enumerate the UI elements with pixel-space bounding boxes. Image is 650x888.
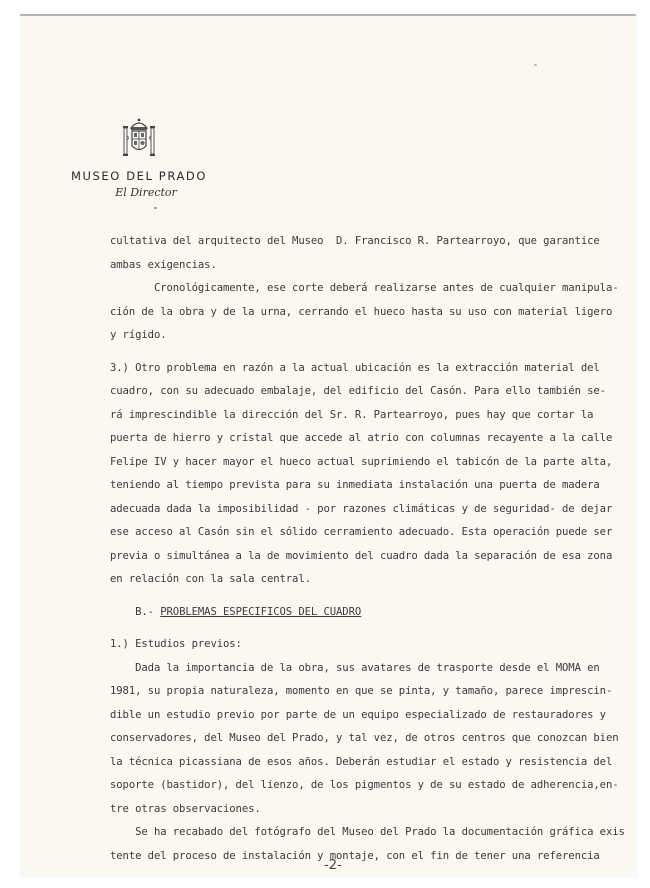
institution-name: MUSEO DEL PRADO: [70, 169, 208, 183]
text-line: la técnica picassiana de esos años. Deberán estudiar el estado y resistencia del: [110, 755, 613, 768]
text-line: Se ha recabado del fotógrafo del Museo del Prado la documentación gráfica exis: [110, 826, 625, 838]
text-line: 1981, su propia naturaleza, momento en que se pinta, y tamaño, parece imprescin-: [110, 685, 613, 697]
text-line: rá imprescindible la dirección del Sr. R. Partearroyo, pues hay que cortar la: [110, 408, 594, 421]
page-number: -2-: [324, 858, 342, 873]
text-line: y rígido.: [110, 329, 167, 341]
section-prefix: B.-: [110, 605, 161, 618]
letter-body: [110, 230, 625, 868]
text-line: dible un estudio previo por parte de un equipo especializado de restauradores y: [110, 708, 606, 721]
document-page: [20, 14, 636, 876]
subsection-heading: [110, 633, 610, 657]
text-line: 1.) Estudios previos:: [110, 638, 242, 650]
text-line: adecuada dada la imposibilidad - por razones climáticas y de seguridad- de dejar: [110, 502, 613, 515]
text-line: Dada la importancia de la obra, sus avatares de trasporte desde el MOMA en: [110, 661, 600, 674]
speck: [534, 64, 537, 66]
text-line: Felipe IV y hacer mayor el hueco actual suprimiendo el tabicón de la parte alta,: [110, 455, 613, 468]
text-line: Cronológicamente, ese corte deberá realizarse antes de cualquier manipula-: [110, 282, 619, 294]
text-line: ese acceso al Casón sin el sólido cerramiento adecuado. Esta operación puede ser: [110, 526, 613, 538]
text-line: conservadores, del Museo del Prado, y tal vez, de otros centros que conozcan bien: [110, 732, 619, 744]
paragraph: [110, 230, 610, 277]
text-line: en relación con la sala central.: [110, 573, 311, 585]
director-signature-title: El Director: [115, 186, 177, 199]
paragraph: [110, 657, 619, 822]
text-line: soporte (bastidor), del lienzo, de los pigmentos y de su estado de adherencia,en-: [110, 779, 619, 791]
text-line: ción de la obra y de la urna, cerrando el hueco hasta su uso con material ligero: [110, 305, 613, 318]
section-title: PROBLEMAS ESPECIFICOS DEL CUADRO: [160, 605, 362, 618]
section-heading: [110, 601, 610, 625]
text-line: tre otras observaciones.: [110, 802, 261, 815]
paragraph: [110, 821, 625, 868]
royal-coat-of-arms-icon: [121, 116, 157, 160]
letterhead: [64, 116, 214, 199]
text-line: teniendo al tiempo prevista para su inmediata instalación una puerta de madera: [110, 479, 600, 491]
text-line: cuadro, con su adecuado embalaje, del edificio del Casón. Para ello también se-: [110, 385, 606, 397]
text-line: puerta de hierro y cristal que accede al atrio con columnas recayente a la calle: [110, 432, 613, 444]
speck: [154, 207, 157, 209]
text-line: ambas exigencias.: [110, 258, 217, 271]
paragraph: [110, 277, 619, 348]
text-line: 3.) Otro problema en razón a la actual ubicación es la extracción material del: [110, 361, 600, 374]
text-line: tente del proceso de instalación y montaje, con el fin de tener una referencia: [110, 849, 600, 862]
text-line: previa o simultánea a la de movimiento del cuadro dada la separación de esa zona: [110, 549, 613, 562]
paragraph: [110, 357, 613, 592]
text-line: cultativa del arquitecto del Museo D. Francisco R. Partearroyo, que garantice: [110, 235, 600, 247]
